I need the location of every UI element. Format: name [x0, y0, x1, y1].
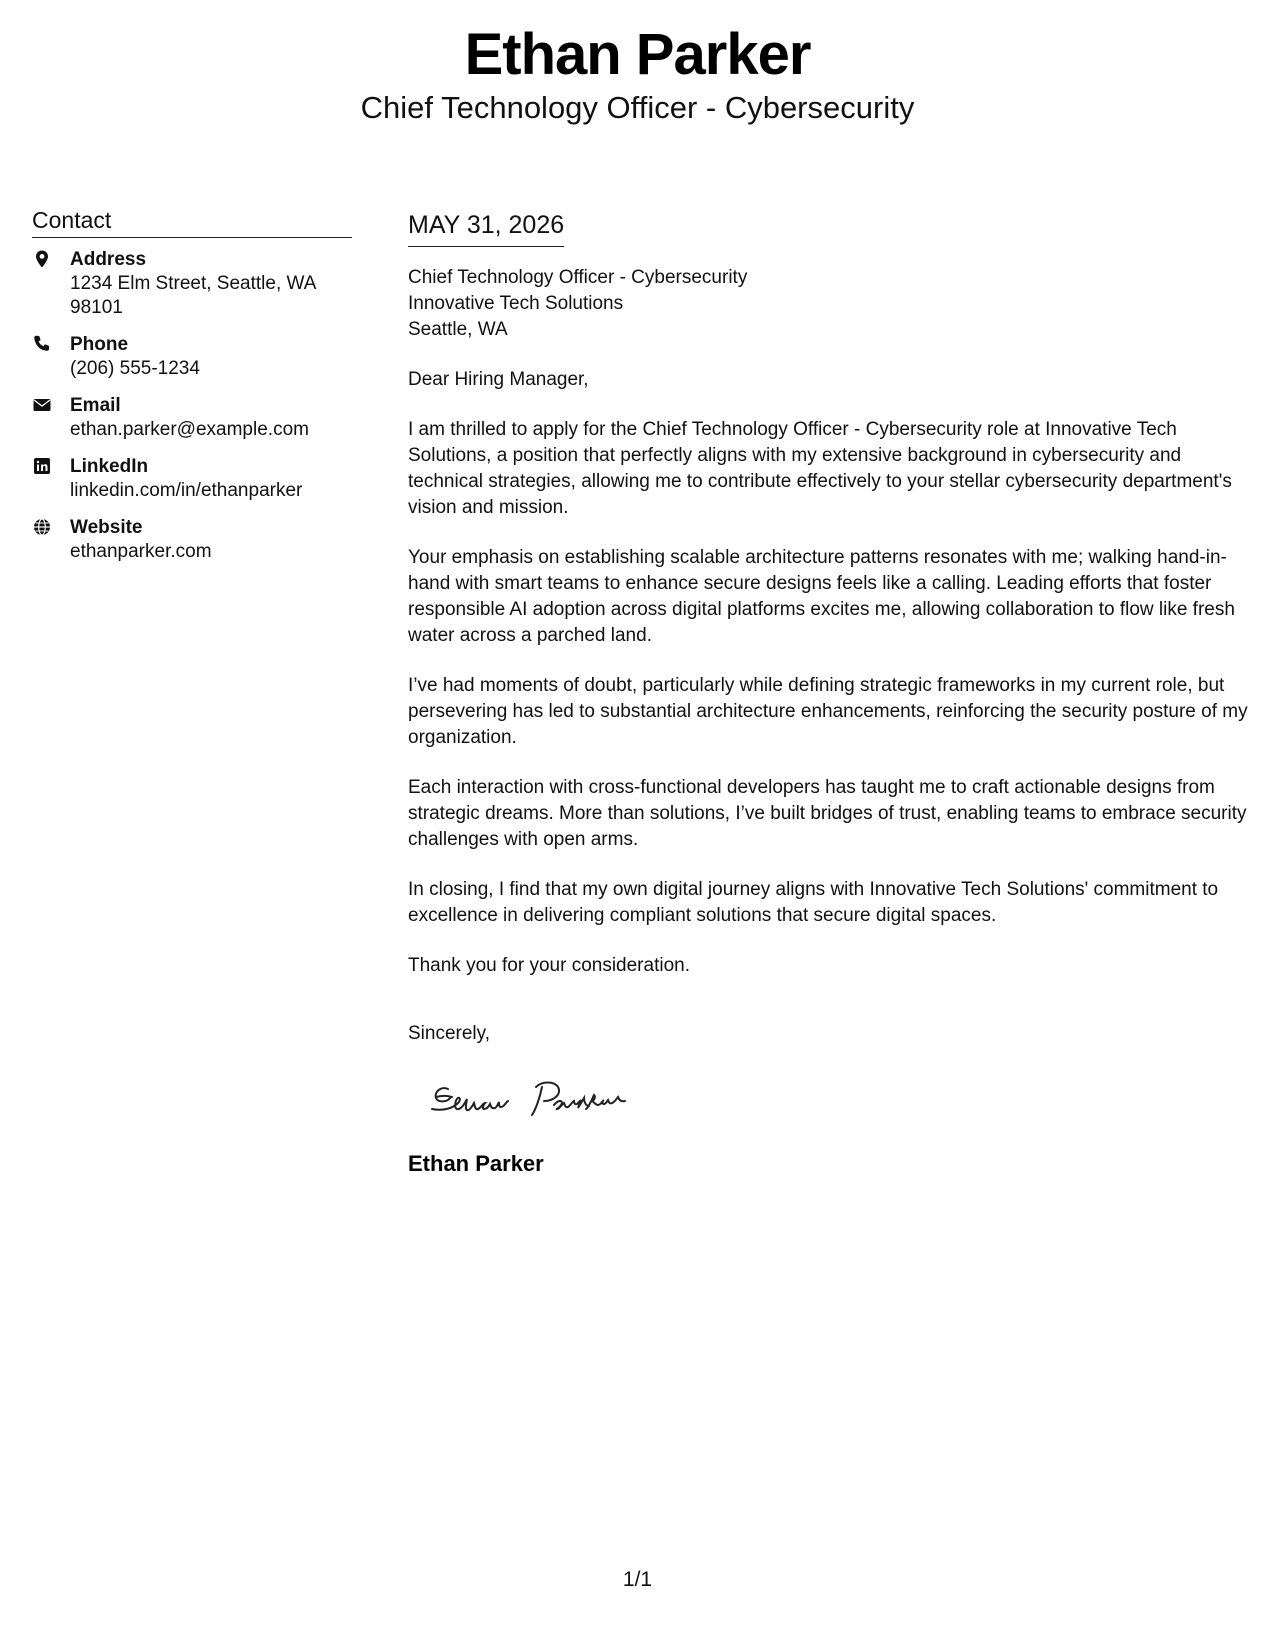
signature-image	[426, 1069, 666, 1129]
contact-value-email[interactable]: ethan.parker@example.com	[70, 419, 309, 440]
phone-icon	[32, 334, 54, 356]
letter-date: MAY 31, 2026	[408, 208, 564, 247]
contact-value-linkedin[interactable]: linkedin.com/in/ethanparker	[70, 480, 303, 501]
letter-paragraph: Thank you for your consideration.	[408, 955, 690, 976]
letter-header	[0, 22, 1275, 128]
signer-name: Ethan Parker	[408, 1151, 544, 1176]
letter-closing: Sincerely,	[408, 1023, 491, 1044]
contact-website	[32, 516, 352, 564]
contact-sidebar	[32, 205, 352, 577]
contact-email	[32, 394, 352, 442]
letter-paragraph: Your emphasis on establishing scalable architecture patterns resonates with me; walking hand-in-hand with smart teams to enhance secure designs feels like a calling. Leading efforts that foster responsible AI adoption across digital platforms excites me, allowing collaboration to flow like fresh water across a parched land.	[408, 547, 1235, 646]
recipient-block	[408, 265, 1248, 343]
contact-value-website[interactable]: ethanparker.com	[70, 541, 212, 562]
recipient-position: Chief Technology Officer - Cybersecurity	[408, 267, 748, 288]
handwritten-signature	[426, 1069, 1248, 1129]
recipient-location: Seattle, WA	[408, 319, 508, 340]
contact-heading: Contact	[32, 205, 352, 238]
envelope-icon	[32, 395, 54, 417]
contact-label-linkedin: LinkedIn	[70, 456, 149, 477]
contact-label-email: Email	[70, 395, 121, 416]
contact-linkedin	[32, 455, 352, 503]
letter-paragraph: I’ve had moments of doubt, particularly while defining strategic frameworks in my current role, but persevering has led to substantial architecture enhancements, reinforcing the security posture of my organization.	[408, 675, 1248, 748]
applicant-title: Chief Technology Officer - Cybersecurity	[360, 90, 915, 125]
salutation: Dear Hiring Manager,	[408, 369, 589, 390]
contact-value-address: 1234 Elm Street, Seattle, WA 98101	[70, 273, 316, 318]
contact-list	[32, 248, 352, 564]
contact-label-phone: Phone	[70, 334, 129, 355]
contact-value-phone: (206) 555-1234	[70, 358, 200, 379]
letter-paragraph: I am thrilled to apply for the Chief Technology Officer - Cybersecurity role at Innovative Tech Solutions, a position that perfectly aligns with my extensive background in cybersecurity and technical strategies, allowing me to contribute effectively to your stellar cybersecurity department's vision and mission.	[408, 419, 1232, 518]
letter-paragraph: In closing, I find that my own digital journey aligns with Innovative Tech Solutions' commitment to excellence in delivering compliant solutions that secure digital spaces.	[408, 879, 1219, 926]
contact-address	[32, 248, 352, 320]
applicant-name: Ethan Parker	[464, 22, 811, 87]
page-number: 1/1	[622, 1568, 653, 1591]
contact-label-website: Website	[70, 517, 143, 538]
linkedin-icon	[32, 456, 54, 478]
letter-body	[408, 208, 1248, 1179]
contact-label-address: Address	[70, 249, 147, 270]
letter-paragraph: Each interaction with cross-functional developers has taught me to craft actionable designs from strategic dreams. More than solutions, I’ve built bridges of trust, enabling teams to embrace security challenges with open arms.	[408, 777, 1247, 850]
recipient-company: Innovative Tech Solutions	[408, 293, 624, 314]
globe-icon	[32, 517, 54, 539]
location-pin-icon	[32, 249, 54, 271]
contact-phone	[32, 333, 352, 381]
